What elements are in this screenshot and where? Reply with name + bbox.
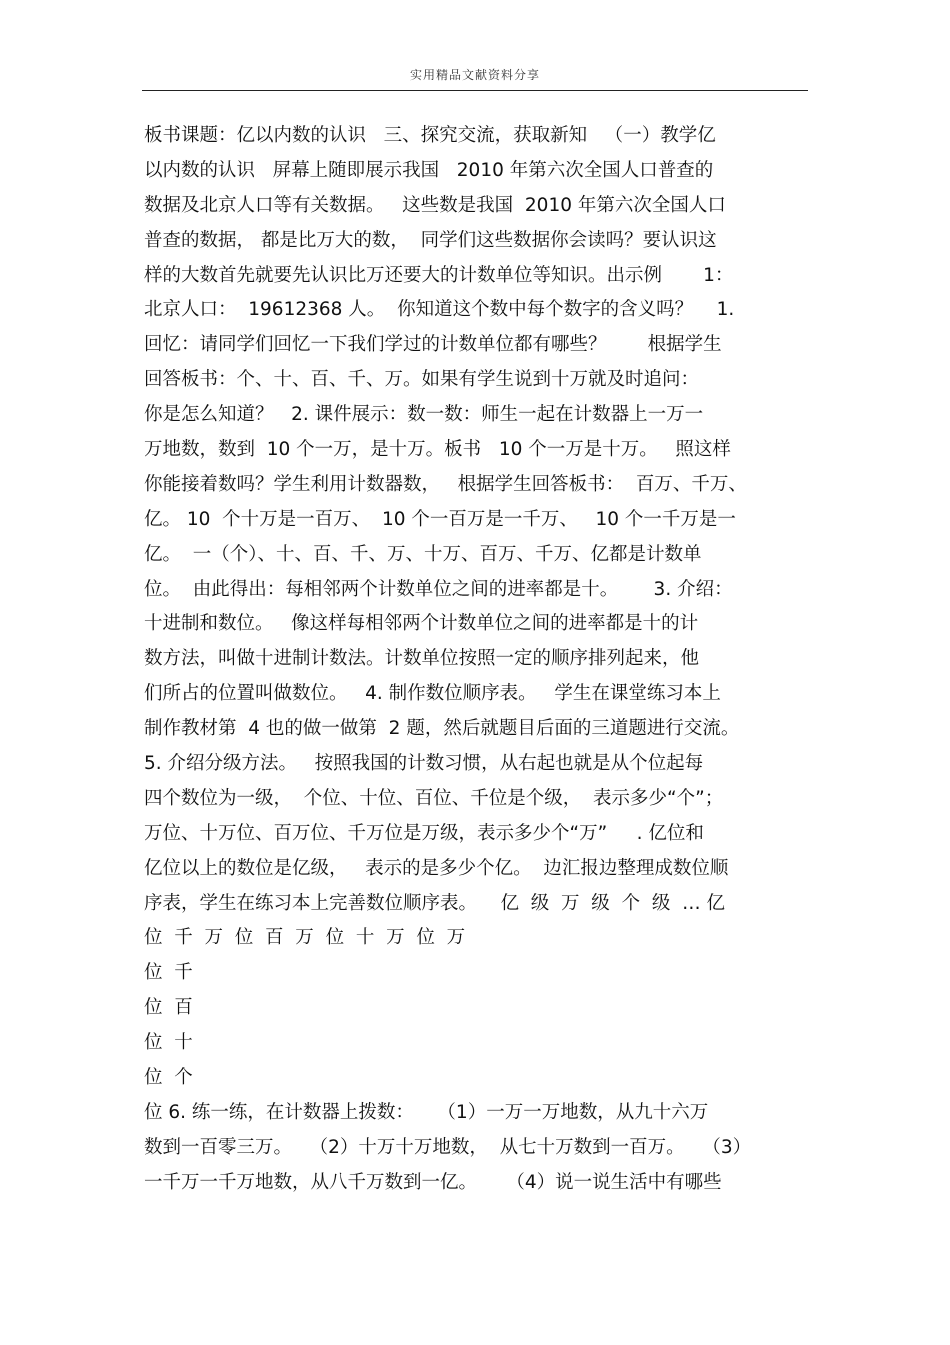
text-line: 四个数位为一级， 个位、十位、百位、千位是个级， 表示多少“个”； [144,787,724,809]
text-line: 制作教材第 4 也的做一做第 2 题，然后就题目后面的三道题进行交流。 [144,718,740,740]
text-line: 北京人口： 19612368 人。 你知道这个数中每个数字的含义吗？ 1. [144,299,735,321]
text-line: 数方法，叫做十进制计数法。计数单位按照一定的顺序排列起来，他 [144,648,700,670]
text-line: 亿。 10 个十万是一百万、 10 个一百万是一千万、 10 个一千万是一 [144,508,736,530]
header-rule [142,90,808,91]
text-line: 以内数的认识 屏幕上随即展示我国 2010 年第六次全国人口普查的 [144,159,714,181]
text-line: 5. 介绍分级方法。 按照我国的计数习惯，从右起也就是从个位起每 [144,753,704,775]
page-header: 实用精品文献资料分享 [409,68,540,82]
text-line: 十进制和数位。 像这样每相邻两个计数单位之间的进率都是十的计 [144,613,699,635]
text-line: 亿位以上的数位是亿级， 表示的是多少个亿。 边汇报边整理成数位顺 [144,857,729,879]
text-line: 位 千 万 位 百 万 位 十 万 位 万 [144,927,466,949]
text-line: 样的大数首先就要先认识比万还要大的计数单位等知识。出示例 1： [144,264,734,286]
text-line: 位。 由此得出：每相邻两个计数单位之间的进率都是十。 3. 介绍： [144,578,733,600]
text-line: 你是怎么知道？ 2. 课件展示：数一数：师生一起在计数器上一万一 [144,404,704,426]
text-line: 回忆：请同学们回忆一下我们学过的计数单位都有哪些？ 根据学生 [144,334,722,356]
text-line: 普查的数据， 都是比万大的数， 同学们这些数据你会读吗？要认识这 [144,229,717,251]
text-line: 回答板书：个、十、百、千、万。如果有学生说到十万就及时追问： [144,369,700,391]
text-line: 序表，学生在练习本上完善数位顺序表。 亿 级 万 级 个 级 … 亿 [144,892,725,914]
text-line: 位 百 [144,997,193,1019]
text-line: 一千万一千万地数，从八千万数到一亿。 （4）说一说生活中有哪些 [144,1171,722,1193]
text-line: 板书课题：亿以内数的认识 三、探究交流，获取新知 （一）教学亿 [144,125,716,146]
text-line: 万地数，数到 10 个一万，是十万。板书 10 个一万是十万。 照这样 [144,439,731,461]
text-line: 亿。 一（个）、十、百、千、万、十万、百万、千万、亿都是计数单 [144,543,702,565]
text-line: 们所占的位置叫做数位。 4. 制作数位顺序表。 学生在课堂练习本上 [144,683,721,705]
text-line: 数到一百零三万。 （2）十万十万地数， 从七十万数到一百万。 （3） [144,1136,752,1158]
text-line: 位 十 [144,1032,193,1054]
text-line: 位 个 [144,1067,193,1089]
document-body [144,119,824,1201]
text-line: 数据及北京人口等有关数据。 这些数是我国 2010 年第六次全国人口 [144,194,726,216]
text-line: 万位、十万位、百万位、千万位是万级，表示多少个“万” . 亿位和 [144,822,704,844]
text-line: 你能接着数吗？学生利用计数器数， 根据学生回答板书： 百万、千万、 [144,473,747,495]
text-line: 位 千 [144,962,193,984]
text-line: 位 6. 练一练，在计数器上拨数： （1）一万一万地数，从九十六万 [144,1101,709,1123]
